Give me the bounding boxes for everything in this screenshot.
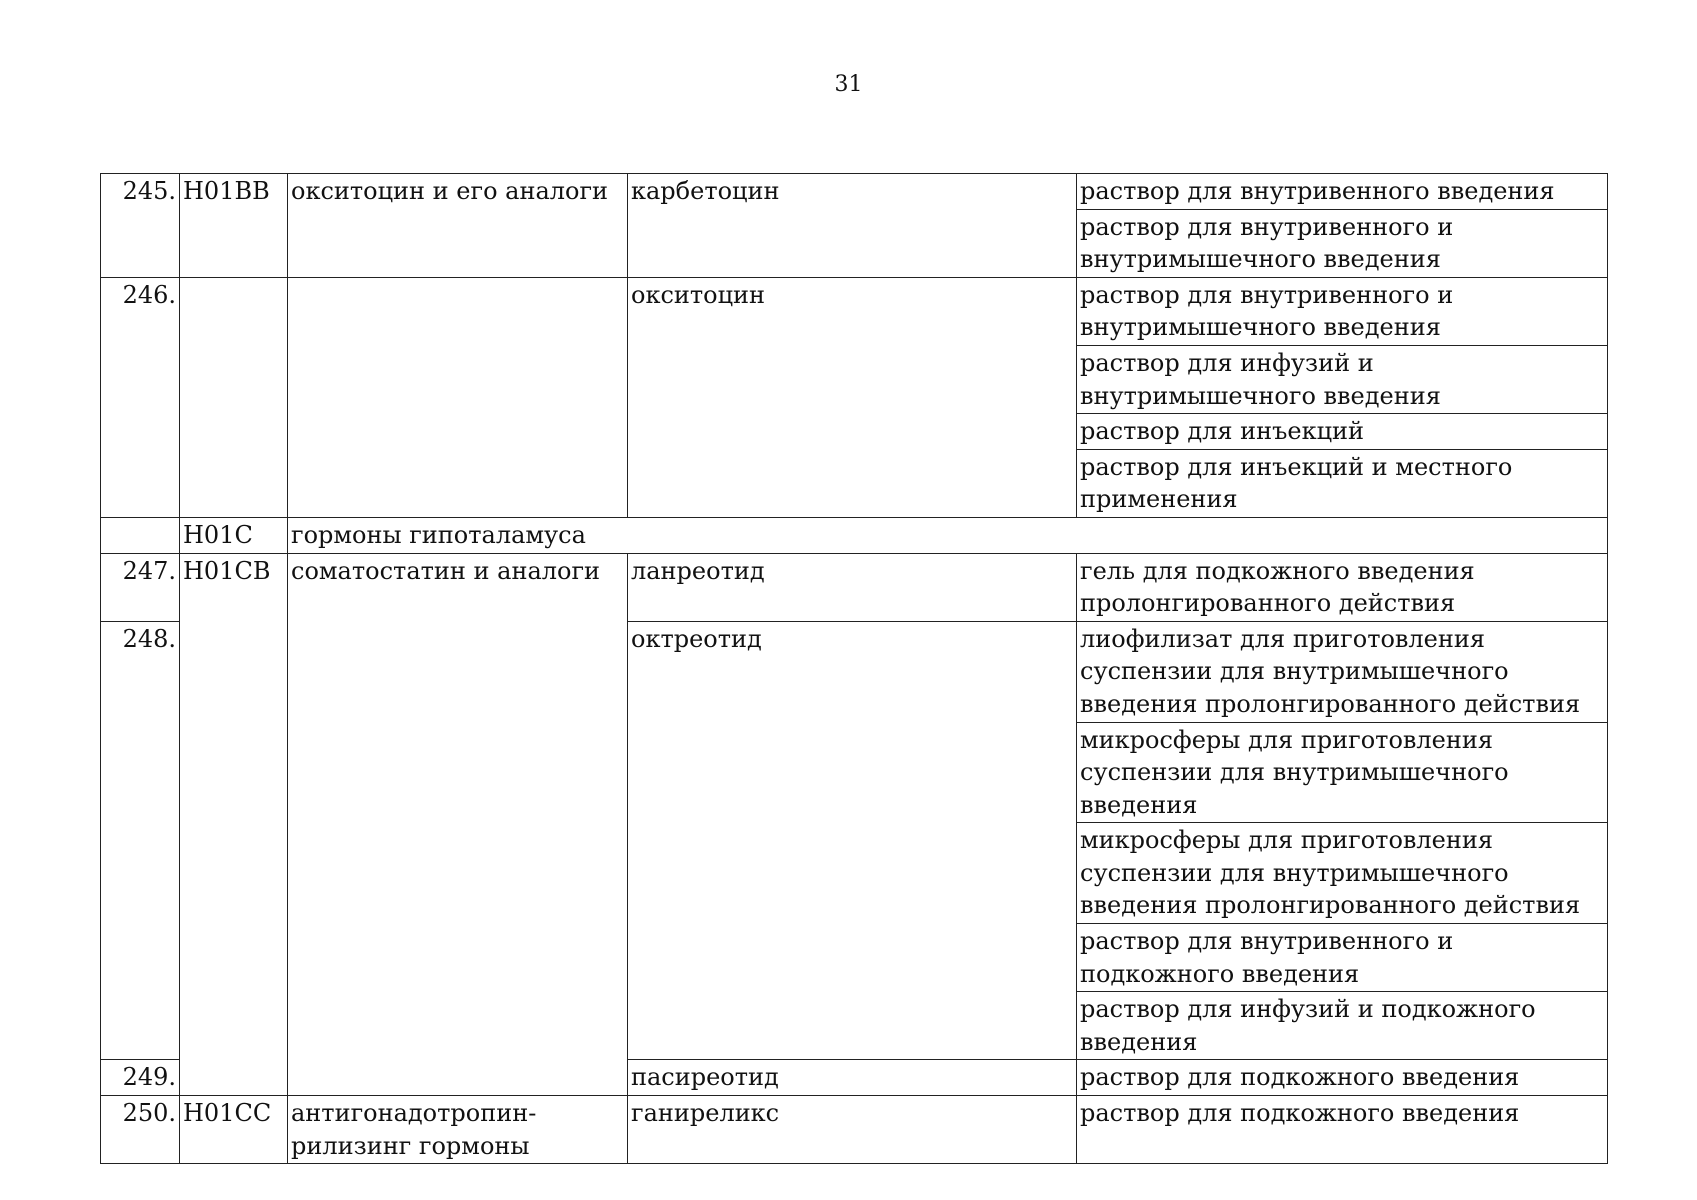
row-number: 250. [101,1096,180,1164]
row-number: 248. [101,621,180,1060]
table-row [101,174,1608,210]
atc-code: H01BB [180,174,288,278]
dosage-form: раствор для подкожного введения [1077,1096,1608,1164]
dosage-form: раствор для подкожного введения [1077,1060,1608,1096]
atc-code: H01CC [180,1096,288,1164]
dosage-form: микросферы для приготовления суспензии для внутримышечного введения [1077,722,1608,823]
atc-code: H01CB [180,553,288,1096]
drug-name: октреотид [628,621,1077,1060]
pharm-group: окситоцин и его аналоги [288,174,628,278]
row-number: 246. [101,277,180,517]
row-number: 249. [101,1060,180,1096]
atc-code: H01C [180,517,288,553]
row-number [101,517,180,553]
table-row [101,277,1608,345]
pharm-group: гормоны гипоталамуса [288,517,1608,553]
row-number: 245. [101,174,180,278]
dosage-form: раствор для инфузий и внутримышечного введения [1077,345,1608,413]
table-row [101,1096,1608,1164]
section-row [101,517,1608,553]
drug-name: пасиреотид [628,1060,1077,1096]
pharm-group: соматостатин и аналоги [288,553,628,1096]
page-number: 31 [834,72,863,97]
drug-table [100,173,1608,1164]
drug-name: ланреотид [628,553,1077,621]
atc-code [180,277,288,517]
dosage-form: раствор для внутривенного и подкожного введения [1077,924,1608,992]
dosage-form: раствор для внутривенного и внутримышечного введения [1077,209,1608,277]
dosage-form: раствор для инъекций и местного применения [1077,449,1608,517]
row-number: 247. [101,553,180,621]
pharm-group [288,277,628,517]
drug-name: окситоцин [628,277,1077,517]
dosage-form: раствор для внутривенного и внутримышечного введения [1077,277,1608,345]
dosage-form: лиофилизат для приготовления суспензии для внутримышечного введения пролонгированного действия [1077,621,1608,722]
dosage-form: раствор для инфузий и подкожного введения [1077,992,1608,1060]
dosage-form: раствор для внутривенного введения [1077,174,1608,210]
drug-name: карбетоцин [628,174,1077,278]
dosage-form: микросферы для приготовления суспензии для внутримышечного введения пролонгированного действия [1077,823,1608,924]
dosage-form: гель для подкожного введения пролонгированного действия [1077,553,1608,621]
pharm-group: антигонадотропин-рилизинг гормоны [288,1096,628,1164]
drug-name: ганиреликс [628,1096,1077,1164]
dosage-form: раствор для инъекций [1077,414,1608,450]
table-row [101,553,1608,621]
